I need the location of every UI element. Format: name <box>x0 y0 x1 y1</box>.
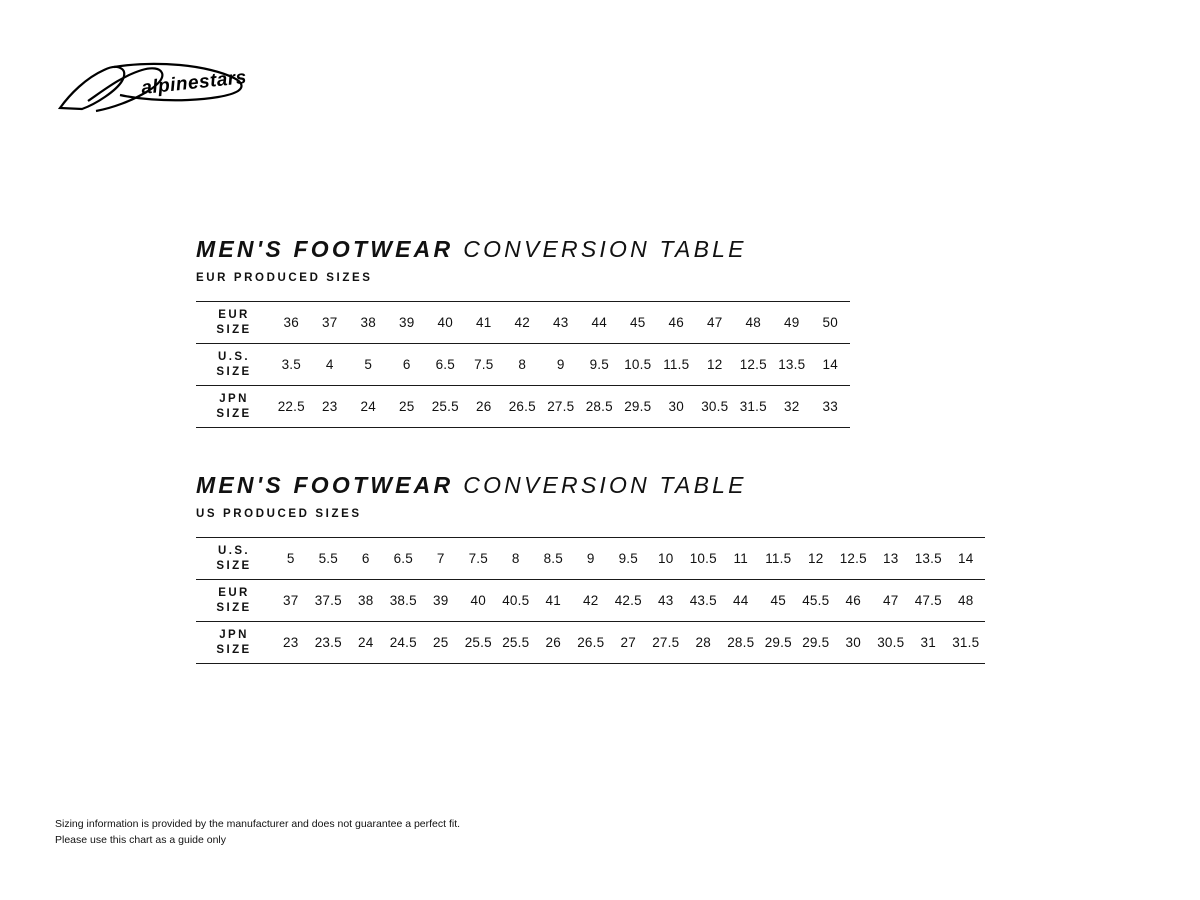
cell: 42.5 <box>610 580 648 622</box>
cell: 43 <box>542 302 581 344</box>
cell: 10 <box>647 538 685 580</box>
row-header-line2: SIZE <box>216 559 252 572</box>
cell: 26 <box>535 622 573 664</box>
cell: 11.5 <box>657 344 696 386</box>
cell: 10.5 <box>619 344 658 386</box>
cell: 26.5 <box>503 386 542 428</box>
cell: 48 <box>734 302 773 344</box>
section-subtitle: EUR PRODUCED SIZES <box>196 272 373 284</box>
cell: 23.5 <box>310 622 348 664</box>
cell: 40 <box>426 302 465 344</box>
cell: 14 <box>811 344 850 386</box>
row-header <box>196 622 272 664</box>
cell: 33 <box>811 386 850 428</box>
cell: 5 <box>272 538 310 580</box>
cell: 43 <box>647 580 685 622</box>
cell: 8 <box>503 344 542 386</box>
cell: 12 <box>696 344 735 386</box>
section-title <box>196 474 985 497</box>
row-header <box>196 580 272 622</box>
cell: 27.5 <box>542 386 581 428</box>
cell: 30 <box>835 622 873 664</box>
cell: 28 <box>685 622 723 664</box>
cell: 6.5 <box>426 344 465 386</box>
conversion-table-us <box>196 537 985 664</box>
conversion-table-eur <box>196 301 850 428</box>
cell: 39 <box>388 302 427 344</box>
cell: 29.5 <box>760 622 798 664</box>
cell: 45.5 <box>797 580 835 622</box>
cell: 3.5 <box>272 344 311 386</box>
cell: 5.5 <box>310 538 348 580</box>
cell: 13.5 <box>910 538 948 580</box>
cell: 44 <box>580 302 619 344</box>
cell: 24.5 <box>385 622 423 664</box>
cell: 7.5 <box>460 538 498 580</box>
cell: 27 <box>610 622 648 664</box>
cell: 48 <box>947 580 985 622</box>
cell: 32 <box>773 386 812 428</box>
cell: 23 <box>311 386 350 428</box>
table-row <box>196 538 985 580</box>
cell: 6 <box>347 538 385 580</box>
cell: 25 <box>388 386 427 428</box>
section-subtitle: US PRODUCED SIZES <box>196 508 362 520</box>
table-row <box>196 580 985 622</box>
row-header-line1: EUR <box>218 308 250 321</box>
cell: 42 <box>503 302 542 344</box>
cell: 41 <box>535 580 573 622</box>
cell: 7.5 <box>465 344 504 386</box>
cell: 9.5 <box>610 538 648 580</box>
row-header <box>196 302 272 344</box>
cell: 6.5 <box>385 538 423 580</box>
section-eur-produced <box>196 238 850 428</box>
row-header-line2: SIZE <box>216 365 252 378</box>
cell: 30.5 <box>696 386 735 428</box>
cell: 31.5 <box>947 622 985 664</box>
table-row <box>196 302 850 344</box>
cell: 38.5 <box>385 580 423 622</box>
svg-text:alpinestars: alpinestars <box>140 67 248 99</box>
cell: 14 <box>947 538 985 580</box>
cell: 10.5 <box>685 538 723 580</box>
cell: 22.5 <box>272 386 311 428</box>
alpinestars-logo <box>52 60 267 116</box>
cell: 30 <box>657 386 696 428</box>
cell: 11.5 <box>760 538 798 580</box>
row-header-line1: JPN <box>219 628 249 641</box>
row-header-line2: SIZE <box>216 323 252 336</box>
cell: 8 <box>497 538 535 580</box>
cell: 47 <box>696 302 735 344</box>
cell: 24 <box>349 386 388 428</box>
row-header-line2: SIZE <box>216 643 252 656</box>
row-header-line1: U.S. <box>218 544 250 557</box>
cell: 47.5 <box>910 580 948 622</box>
cell: 7 <box>422 538 460 580</box>
cell: 29.5 <box>797 622 835 664</box>
cell: 38 <box>347 580 385 622</box>
cell: 28.5 <box>722 622 760 664</box>
cell: 24 <box>347 622 385 664</box>
cell: 23 <box>272 622 310 664</box>
cell: 9 <box>542 344 581 386</box>
cell: 25.5 <box>460 622 498 664</box>
cell: 41 <box>465 302 504 344</box>
table-row <box>196 622 985 664</box>
cell: 40.5 <box>497 580 535 622</box>
cell: 12 <box>797 538 835 580</box>
cell: 46 <box>835 580 873 622</box>
cell: 45 <box>619 302 658 344</box>
cell: 9.5 <box>580 344 619 386</box>
cell: 47 <box>872 580 910 622</box>
cell: 29.5 <box>619 386 658 428</box>
cell: 11 <box>722 538 760 580</box>
section-title-bold: MEN'S FOOTWEAR <box>196 472 454 498</box>
cell: 50 <box>811 302 850 344</box>
cell: 43.5 <box>685 580 723 622</box>
cell: 37.5 <box>310 580 348 622</box>
row-header-line2: SIZE <box>216 601 252 614</box>
cell: 13.5 <box>773 344 812 386</box>
table-row <box>196 344 850 386</box>
cell: 30.5 <box>872 622 910 664</box>
cell: 46 <box>657 302 696 344</box>
cell: 31.5 <box>734 386 773 428</box>
cell: 45 <box>760 580 798 622</box>
cell: 6 <box>388 344 427 386</box>
cell: 12.5 <box>734 344 773 386</box>
cell: 8.5 <box>535 538 573 580</box>
cell: 26 <box>465 386 504 428</box>
cell: 31 <box>910 622 948 664</box>
cell: 25.5 <box>497 622 535 664</box>
row-header-line2: SIZE <box>216 407 252 420</box>
cell: 28.5 <box>580 386 619 428</box>
row-header <box>196 344 272 386</box>
cell: 36 <box>272 302 311 344</box>
row-header-line1: EUR <box>218 586 250 599</box>
cell: 9 <box>572 538 610 580</box>
cell: 13 <box>872 538 910 580</box>
section-us-produced <box>196 474 985 664</box>
section-title-light: CONVERSION TABLE <box>463 236 747 262</box>
cell: 42 <box>572 580 610 622</box>
row-header-line1: U.S. <box>218 350 250 363</box>
section-title <box>196 238 850 261</box>
cell: 39 <box>422 580 460 622</box>
row-header <box>196 386 272 428</box>
cell: 25 <box>422 622 460 664</box>
footnote <box>55 816 460 849</box>
cell: 12.5 <box>835 538 873 580</box>
footnote-line-2: Please use this chart as a guide only <box>55 834 227 847</box>
cell: 27.5 <box>647 622 685 664</box>
row-header-line1: JPN <box>219 392 249 405</box>
cell: 38 <box>349 302 388 344</box>
footnote-line-1: Sizing information is provided by the manufacturer and does not guarantee a perfect fit. <box>55 818 461 830</box>
cell: 44 <box>722 580 760 622</box>
cell: 40 <box>460 580 498 622</box>
cell: 37 <box>311 302 350 344</box>
section-title-bold: MEN'S FOOTWEAR <box>196 236 454 262</box>
cell: 49 <box>773 302 812 344</box>
cell: 4 <box>311 344 350 386</box>
cell: 25.5 <box>426 386 465 428</box>
row-header <box>196 538 272 580</box>
section-title-light: CONVERSION TABLE <box>463 472 747 498</box>
cell: 26.5 <box>572 622 610 664</box>
cell: 37 <box>272 580 310 622</box>
cell: 5 <box>349 344 388 386</box>
table-row <box>196 386 850 428</box>
